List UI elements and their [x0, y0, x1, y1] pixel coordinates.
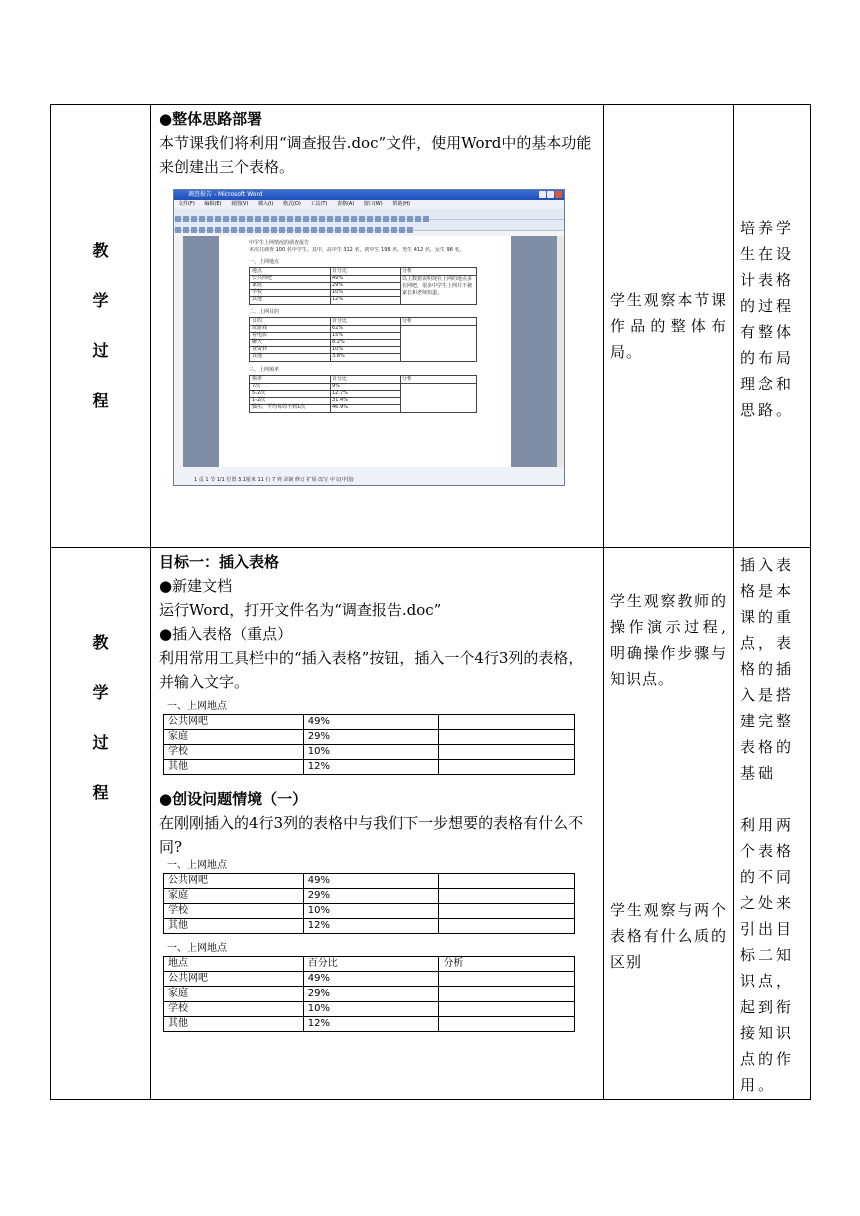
section-body: 本节课我们将利用“调查报告.doc”文件，使用Word中的基本功能来创建出三个表格。	[159, 134, 592, 176]
process-label-1	[51, 105, 151, 548]
table-row: 其他 12%	[164, 760, 575, 775]
table-row: 公共网吧 49%	[164, 972, 575, 987]
status-bar	[174, 467, 564, 485]
paragraph-mark	[167, 775, 603, 787]
doc-title: 中学生上网情况的调查报告	[249, 240, 310, 246]
step-insert-table: ●插入表格（重点）	[159, 625, 293, 643]
student-activity-text: 学生观察本节课作品的整体布局。	[610, 291, 727, 361]
maximize-icon	[547, 191, 554, 198]
table-row: 家庭 29%	[164, 889, 575, 904]
table-row: 学校 10%	[164, 1002, 575, 1017]
menu-help: 帮助(H)	[392, 201, 410, 207]
compare-table-a	[163, 873, 575, 934]
inserted-table	[163, 714, 575, 775]
doc-table2-caption: 二、上网目的	[249, 309, 280, 315]
section-heading: ●整体思路部署	[159, 110, 263, 128]
table-row: 公共网吧 49%	[164, 874, 575, 889]
student-activity-1	[604, 105, 734, 548]
step-problem-text: 在刚刚插入的4行3列的表格中与我们下一步想要的表格有什么不同?	[159, 814, 584, 856]
menu-view: 视图(V)	[231, 201, 249, 207]
row-overview	[51, 105, 811, 548]
design-intent-2	[734, 548, 811, 1100]
doc-table3-caption: 三、上网频率	[249, 367, 280, 373]
menu-tools: 工具(T)	[310, 201, 328, 207]
design-intent-text: 培养学生在设计表格的过程有整体的布局理念和思路。	[740, 219, 795, 419]
doc-table2: 目的 百分比 分析 玩游戏 62% 看电影 15% 聊天 8.2% 查资料 10% 其他 3.8%	[249, 317, 477, 362]
table-row: 其他 12%	[164, 1017, 575, 1032]
menu-table: 表格(A)	[336, 201, 355, 207]
table-caption: 一、上网地点	[167, 701, 227, 712]
label-char: 教	[92, 633, 109, 652]
status-text: 1 页 1 节 1/1 位置 3.1厘米 11 行 7 列 录制 修订 扩展 改写 中文(中国)	[194, 477, 354, 483]
doc-intro: 本次共调查 100 名中学生。其中，高中生 312 名，初中生 198 名，男生 412 名，女生 98 名。	[249, 247, 465, 253]
step-new-doc: ●新建文档	[159, 577, 233, 595]
label-char: 程	[92, 783, 109, 802]
table-header-row: 地点 百分比 分析	[164, 957, 575, 972]
format-toolbar	[174, 220, 564, 231]
close-icon	[555, 191, 562, 198]
step-new-doc-text: 运行Word，打开文件名为“调查报告.doc”	[159, 601, 442, 619]
process-label-2	[51, 548, 151, 1100]
row-goal-one	[51, 548, 811, 1100]
label-char: 程	[92, 391, 109, 410]
design-intent-1	[734, 105, 811, 548]
menu-window: 窗口(W)	[363, 201, 383, 207]
document-page	[219, 236, 511, 467]
overview-content	[151, 105, 604, 548]
goal-one-content	[151, 548, 604, 1100]
table-caption: 一、上网地点	[167, 943, 227, 954]
lesson-plan-table	[50, 104, 811, 1100]
vertical-ruler	[174, 236, 183, 467]
step-insert-table-text: 利用常用工具栏中的“插入表格”按钮，插入一个4行3列的表格，并输入文字。	[159, 649, 584, 691]
paragraph-mark	[167, 934, 603, 942]
student-activity-text: 学生观察与两个表格有什么质的区别	[610, 901, 727, 971]
word-screenshot	[173, 189, 565, 486]
table-row: 其他 12%	[164, 919, 575, 934]
table-row: 公共网吧 49%	[164, 715, 575, 730]
standard-toolbar	[174, 209, 564, 220]
vertical-scrollbar	[557, 236, 564, 467]
student-activity-text: 学生观察教师的操作演示过程,明确操作步骤与知识点。	[610, 592, 727, 688]
menu-insert: 插入(I)	[257, 201, 274, 207]
menu-format: 格式(O)	[282, 201, 301, 207]
doc-table1-caption: 一、上网地点	[249, 259, 280, 265]
table-caption: 一、上网地点	[167, 860, 227, 871]
doc-table3: 频率 百分比 分析 7次 9% 5-2次 12.7% 1-2次 31.4% 偶尔，平均每周不到1次 46.9%	[249, 375, 477, 413]
window-titlebar	[174, 190, 564, 200]
step-problem: ●创设问题情境（一）	[159, 790, 308, 808]
design-intent-text: 插入表格是本课的重点，表格的插入是搭建完整表格的基础	[740, 556, 795, 782]
table-row: 学校 10%	[164, 904, 575, 919]
table-row: 学校 10%	[164, 745, 575, 760]
compare-table-b	[163, 956, 575, 1032]
menu-file: 文件(F)	[178, 201, 195, 207]
design-intent-text: 利用两个表格的不同之处来引出目标二知识点，起到衔接知识点的作用。	[740, 816, 795, 1094]
table-row: 家庭 29%	[164, 730, 575, 745]
table-row: 家庭 29%	[164, 987, 575, 1002]
student-activity-2	[604, 548, 734, 1100]
menu-bar	[174, 200, 564, 209]
window-title: 调查报告 - Microsoft Word	[188, 191, 263, 198]
minimize-icon	[539, 191, 546, 198]
document-area	[174, 236, 564, 467]
label-char: 过	[92, 733, 109, 752]
label-char: 学	[92, 683, 109, 702]
label-char: 过	[92, 341, 109, 360]
doc-table1: 地点 百分比 分析 公共网吧 49% 家庭 29% 学校 10% 其他 12% 以上数据说明现在上网的地点多在网吧，很多中学生上网并不被家长和老师知道。	[249, 267, 477, 305]
menu-edit: 编辑(E)	[204, 201, 222, 207]
goal-heading: 目标一：插入表格	[159, 553, 280, 571]
label-char: 学	[92, 291, 109, 310]
label-char: 教	[92, 241, 109, 260]
